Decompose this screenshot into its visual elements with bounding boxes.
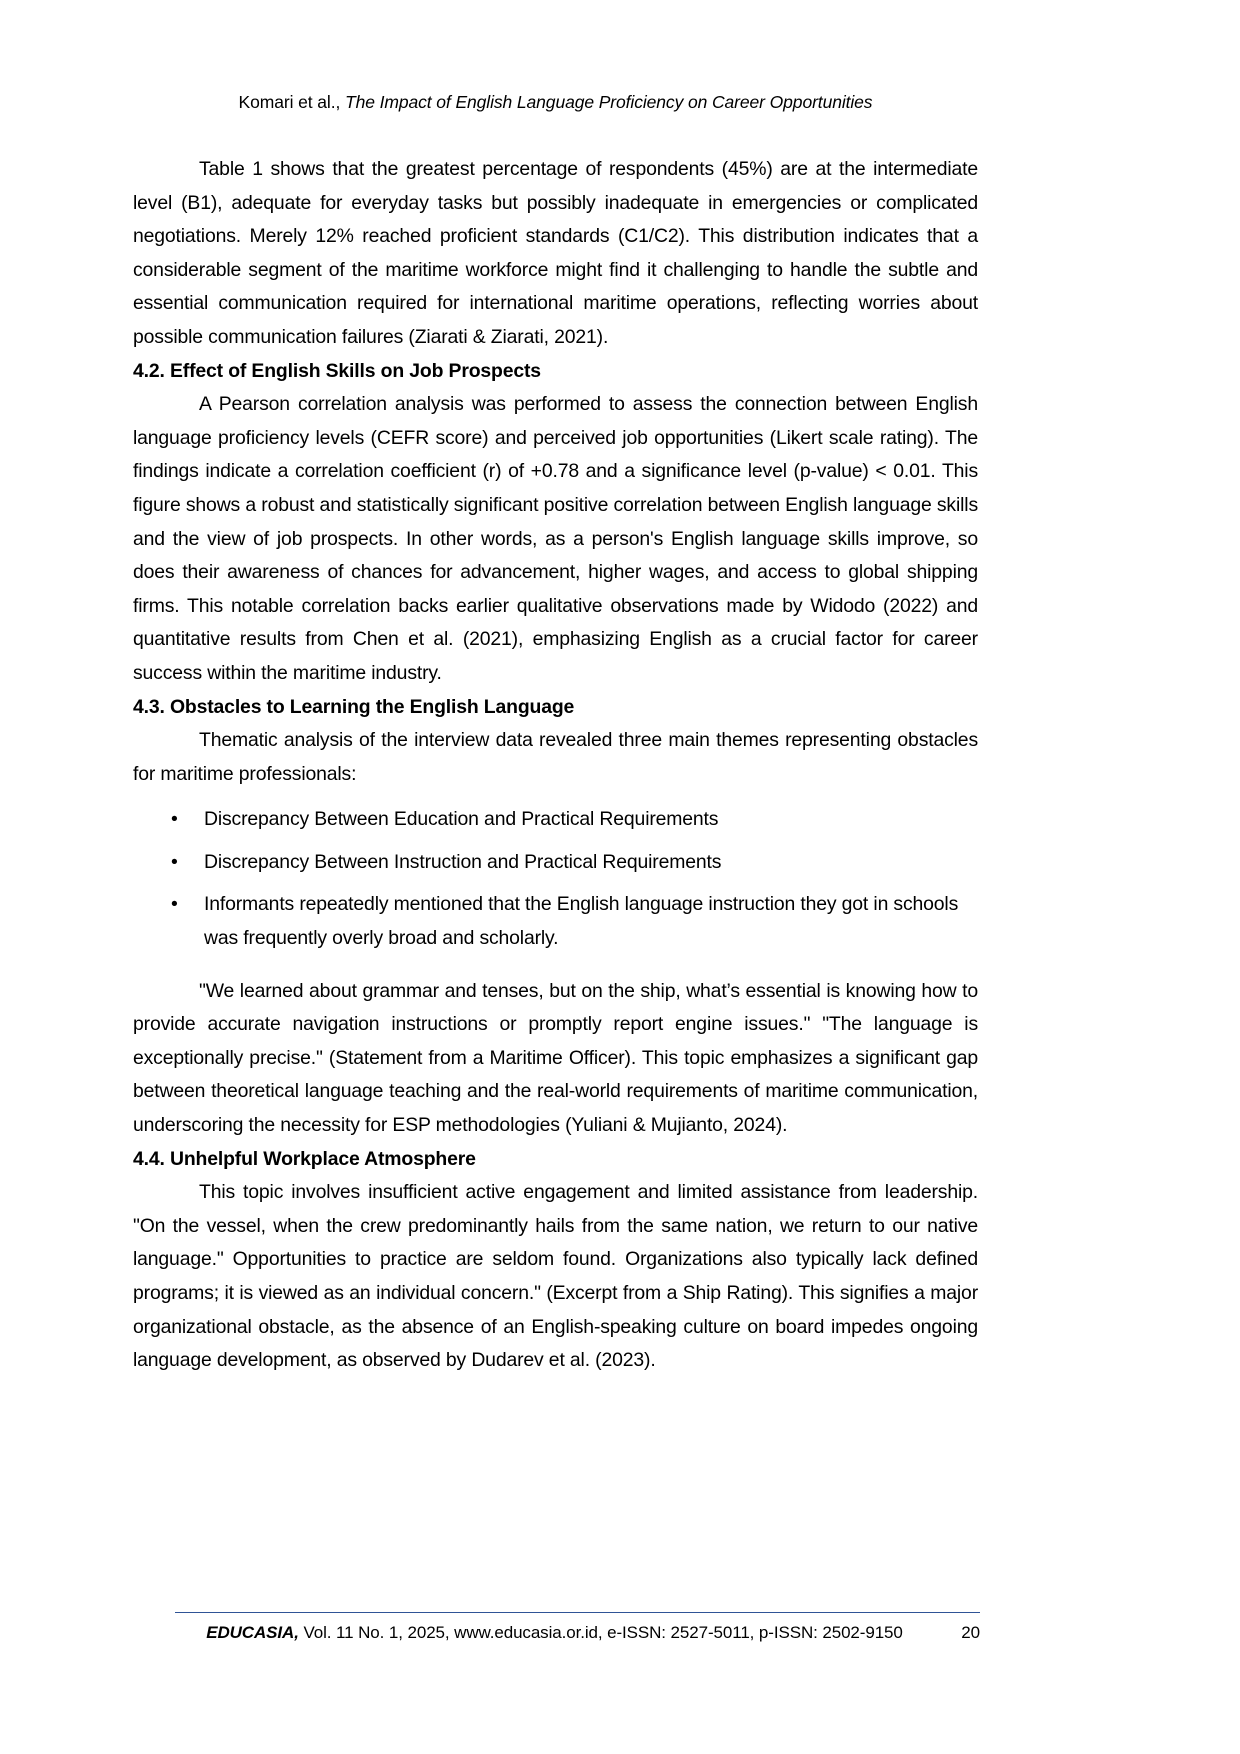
section-heading-4-3: 4.3. Obstacles to Learning the English Language (133, 695, 575, 718)
list-item-label: Discrepancy Between Instruction and Practical Requirements (204, 850, 722, 873)
bullet-icon: • (171, 850, 178, 873)
bullet-icon: • (171, 893, 178, 916)
list-item-label: Discrepancy Between Education and Practical Requirements (204, 808, 719, 831)
obstacles-bullet-list (133, 803, 978, 955)
paragraph-thematic-analysis: Thematic analysis of the interview data revealed three main themes representing obstacles for maritime professionals: (133, 729, 978, 785)
list-item (133, 846, 978, 880)
journal-details: Vol. 11 No. 1, 2025, www.educasia.or.id, e-ISSN: 2527-5011, p-ISSN: 2502-9150 (298, 1623, 903, 1642)
page-number: 20 (961, 1623, 980, 1642)
list-item (133, 803, 978, 837)
section-heading-4-4: 4.4. Unhelpful Workplace Atmosphere (133, 1147, 476, 1170)
list-item (133, 888, 978, 955)
paragraph-workplace-atmosphere: This topic involves insufficient active engagement and limited assistance from leadership. "On the vessel, when the crew predominantly hails from the same nation, we return to our native language." Opportunities to practice are seldom found. Organizations also typically lack defined programs; it is viewed as an individual concern." (Excerpt from a Ship Rating). This signifies a major organizational obstacle, as the absence of an English-speaking culture on board impedes ongoing language development, as observed by Dudarev et al. (2023). (133, 1181, 978, 1372)
paragraph-table1-findings: Table 1 shows that the greatest percentage of respondents (45%) are at the intermediate level (B1), adequate for everyday tasks but possibly inadequate in emergencies or complicated negotiations. Merely 12% reached proficient standards (C1/C2). This distribution indicates that a considerable segment of the maritime workforce might find it challenging to handle the subtle and essential communication required for international maritime operations, reflecting worries about possible communication failures (Ziarati & Ziarati, 2021). (133, 158, 978, 348)
page-content (133, 0, 978, 1378)
journal-name: EDUCASIA, (206, 1623, 299, 1642)
list-item-label: Informants repeatedly mentioned that the English language instruction they got in schools was frequently overly broad and scholarly. (204, 893, 959, 950)
paragraph-interview-quote: "We learned about grammar and tenses, but on the ship, what’s essential is knowing how to provide accurate navigation instructions or promptly report engine issues." "The language is exceptionally precise." (Statement from a Maritime Officer). This topic emphasizes a significant gap between theoretical language teaching and the real-world requirements of maritime communication, underscoring the necessity for ESP methodologies (Yuliani & Mujianto, 2024). (133, 979, 978, 1137)
paragraph-pearson-correlation: A Pearson correlation analysis was performed to assess the connection between English language proficiency levels (CEFR score) and perceived job opportunities (Likert scale rating). The findings indicate a correlation coefficient (r) of +0.78 and a significance level (p-value) < 0.01. This figure shows a robust and statistically significant positive correlation between English language skills and the view of job prospects. In other words, as a person's English language skills improve, so does their awareness of chances for advancement, higher wages, and access to global shipping firms. This notable correlation backs earlier qualitative observations made by Widodo (2022) and quantitative results from Chen et al. (2021), emphasizing English as a crucial factor for career success within the maritime industry. (133, 393, 978, 684)
footer-citation (175, 1623, 920, 1643)
bullet-icon: • (171, 808, 178, 831)
footer-line (175, 1623, 980, 1643)
running-head-authors: Komari et al., (238, 92, 345, 112)
footer-divider (175, 1612, 980, 1613)
page-footer (175, 1612, 980, 1643)
section-heading-4-2: 4.2. Effect of English Skills on Job Prospects (133, 359, 541, 382)
running-head (133, 92, 978, 113)
running-head-title: The Impact of English Language Proficiency on Career Opportunities (345, 92, 873, 112)
